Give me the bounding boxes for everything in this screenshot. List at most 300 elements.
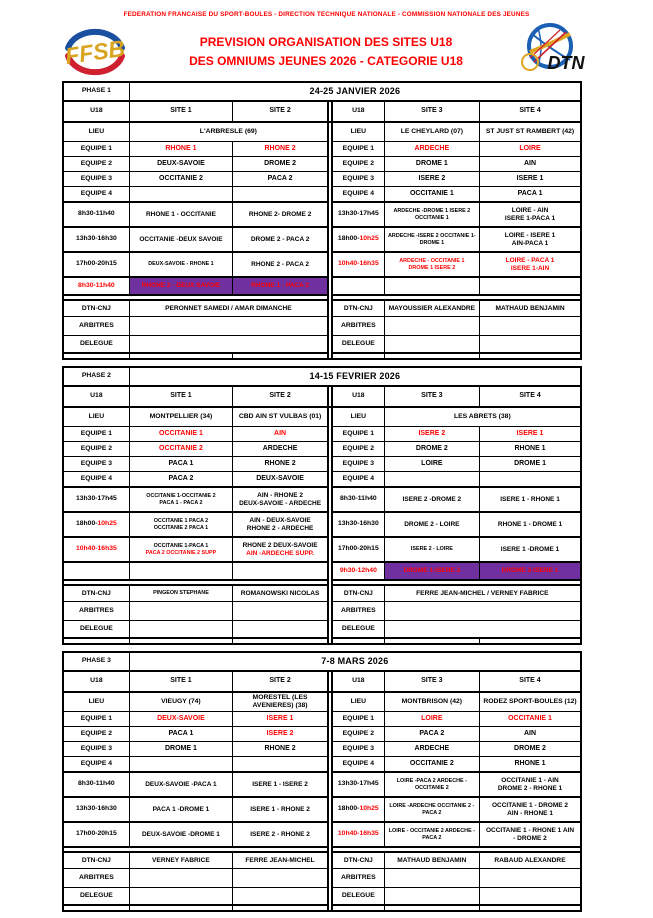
dtn-cnj-label: DTN-CNJ xyxy=(63,300,129,317)
match-text: AIN -ARDECHE SUPP. xyxy=(246,549,314,557)
match-cell xyxy=(480,252,581,277)
delegue-cell xyxy=(233,621,328,639)
equipe-label: EQUIPE 1 xyxy=(332,712,384,727)
time-text: 13h30-17h45 xyxy=(75,495,117,503)
match-text: OCCITANIE 1 - RHONE 1 AIN xyxy=(485,826,575,834)
time-cell xyxy=(332,202,384,227)
match-text: ISERE 1 - ISERE 2 xyxy=(252,780,308,788)
equipe-cell: ISERE 1 xyxy=(233,712,328,727)
equipe-cell: RHONE 1 xyxy=(480,757,581,773)
match-text: DROME 2-ISERE 1 xyxy=(501,567,559,575)
bottom-strip xyxy=(129,353,232,359)
equipe-cell xyxy=(233,187,328,203)
time-cell xyxy=(332,797,384,822)
time-text: 10h25 xyxy=(359,805,379,813)
match-text: DEUX-SAVOIE -DROME 1 xyxy=(141,830,220,838)
bottom-strip xyxy=(129,638,232,644)
dtn-cnj-cell: RABAUD ALEXANDRE xyxy=(480,852,581,869)
equipe-label: EQUIPE 2 xyxy=(332,157,384,172)
match-text: OCCITANIE 2 PACA 1 xyxy=(153,524,209,531)
bottom-strip xyxy=(480,638,581,644)
match-text: ISERE 1-AIN xyxy=(510,264,550,272)
match-text: PACA 2 OCCITANIE 2 SUPP xyxy=(145,549,217,556)
bottom-strip xyxy=(384,353,479,359)
lieu-label: LIEU xyxy=(63,692,129,712)
match-cell xyxy=(233,277,328,295)
dtn-logo-graphic xyxy=(508,20,600,78)
match-text: PACA 2 xyxy=(422,809,442,816)
time-text: 17h00-20h15 xyxy=(75,830,117,838)
match-text: LOIRE - OCCITANIE 2 ARDECHE - xyxy=(388,828,475,835)
equipe-label: EQUIPE 3 xyxy=(332,742,384,757)
equipe-cell: RHONE 1 xyxy=(480,442,581,457)
match-cell xyxy=(480,822,581,847)
match-cell xyxy=(384,537,479,562)
time-text: 10h40-16h35 xyxy=(337,830,379,838)
site-header: SITE 1 xyxy=(129,671,232,692)
match-text: PACA 2 xyxy=(422,834,442,841)
match-cell xyxy=(384,277,479,295)
equipe-cell xyxy=(129,757,232,773)
site-header: SITE 2 xyxy=(233,101,328,122)
match-cell xyxy=(129,252,232,277)
match-cell xyxy=(480,227,581,252)
category-label: U18 xyxy=(63,671,129,692)
delegue-cell xyxy=(384,621,581,639)
match-cell xyxy=(480,202,581,227)
equipe-cell: ARDECHE xyxy=(233,442,328,457)
match-text: LOIRE - AIN xyxy=(511,206,549,214)
bottom-strip xyxy=(480,905,581,911)
equipe-cell: ISERE 2 xyxy=(384,172,479,187)
time-text: 9h30-12h40 xyxy=(339,566,377,574)
match-cell xyxy=(384,772,479,797)
bottom-strip xyxy=(233,353,328,359)
match-text: DEUX-SAVOIE - RHONE 1 xyxy=(148,261,214,268)
equipe-cell: AIN xyxy=(480,727,581,742)
bottom-strip xyxy=(63,353,129,359)
bottom-strip xyxy=(480,353,581,359)
arbitres-cell xyxy=(233,602,328,621)
time-cell xyxy=(63,202,129,227)
time-text: 10h40-16h35 xyxy=(75,545,117,553)
delegue-cell xyxy=(233,888,328,906)
dtn-cnj-label: DTN-CNJ xyxy=(332,300,384,317)
bottom-strip xyxy=(384,905,479,911)
category-label: U18 xyxy=(332,671,384,692)
equipe-label: EQUIPE 4 xyxy=(63,187,129,203)
equipe-cell: DROME 2 xyxy=(233,157,328,172)
equipe-cell xyxy=(480,472,581,488)
match-text: ISERE 1 - RHONE 2 xyxy=(250,805,310,813)
equipe-cell: DROME 1 xyxy=(480,457,581,472)
lieu-cell: CBD AIN ST VULBAS (01) xyxy=(233,407,328,427)
equipe-cell: DROME 1 xyxy=(129,742,232,757)
time-cell xyxy=(63,797,129,822)
match-text: DROME 2 - LOIRE xyxy=(404,520,460,528)
delegue-label: DELEGUE xyxy=(63,336,129,354)
arbitres-label: ARBITRES xyxy=(63,317,129,336)
time-text: 13h30-17h45 xyxy=(337,780,379,788)
match-text: LOIRE - ISERE 1 xyxy=(504,231,556,239)
time-text: 13h30-17h45 xyxy=(337,210,379,218)
equipe-label: EQUIPE 4 xyxy=(332,187,384,203)
arbitres-label: ARBITRES xyxy=(63,602,129,621)
match-text: RHONE 1 - PACA 2 xyxy=(251,282,309,290)
match-text: AIN - DEUX-SAVOIE xyxy=(249,516,311,524)
arbitres-cell xyxy=(384,317,479,336)
time-text: 8h30-11h40 xyxy=(78,281,115,289)
time-cell xyxy=(63,512,129,537)
time-text: 13h30-16h30 xyxy=(337,520,379,528)
equipe-cell: PACA 1 xyxy=(129,727,232,742)
federation-banner: FEDERATION FRANCAISE DU SPORT-BOULES - DIRECTION TECHNIQUE NATIONALE - COMMISSION NATIONALE DES JEUNES xyxy=(123,11,530,18)
dtn-cnj-cell: ROMANOWSKI NICOLAS xyxy=(233,585,328,602)
match-text: OCCITANIE 1 PACA 2 xyxy=(153,518,209,525)
time-text: 8h30-11h40 xyxy=(78,780,115,788)
match-cell xyxy=(233,512,328,537)
site-header: SITE 3 xyxy=(384,101,479,122)
lieu-cell: ST JUST ST RAMBERT (42) xyxy=(480,122,581,142)
match-cell xyxy=(129,227,232,252)
match-cell xyxy=(129,277,232,295)
match-text: PACA 1 -DROME 1 xyxy=(152,805,210,813)
equipe-cell: RHONE 1 xyxy=(129,142,232,157)
time-text: 17h00-20h15 xyxy=(75,260,117,268)
site-header: SITE 1 xyxy=(129,101,232,122)
equipe-cell: LOIRE xyxy=(384,712,479,727)
match-text: - DROME 2 xyxy=(513,834,547,842)
equipe-cell xyxy=(233,757,328,773)
match-text: OCCITANIE 1 - AIN xyxy=(501,776,559,784)
ffsb-logo-graphic xyxy=(62,25,128,79)
match-cell xyxy=(233,537,328,562)
arbitres-cell xyxy=(480,869,581,888)
match-text: OCCITANIE 1-PACA 1 xyxy=(153,543,209,550)
match-cell xyxy=(480,797,581,822)
delegue-cell xyxy=(480,336,581,354)
time-cell xyxy=(63,537,129,562)
site-header: SITE 4 xyxy=(480,386,581,407)
time-cell xyxy=(63,487,129,512)
match-text: DROME 1 ISERE 2 xyxy=(408,264,456,271)
equipe-cell: LOIRE xyxy=(480,142,581,157)
phase-table-1 xyxy=(62,81,582,360)
time-cell xyxy=(63,822,129,847)
equipe-cell: ISERE 2 xyxy=(233,727,328,742)
equipe-label: EQUIPE 1 xyxy=(332,427,384,442)
equipe-cell: ISERE 2 xyxy=(384,427,479,442)
match-text: RHONE 2 - ARDECHE xyxy=(246,524,314,532)
equipe-cell: ARDECHE xyxy=(384,742,479,757)
match-cell xyxy=(384,797,479,822)
match-text: RHONE 2 - DEUX SAVOIE xyxy=(141,282,221,290)
lieu-label: LIEU xyxy=(332,122,384,142)
match-text: OCCITANIE 1 xyxy=(414,214,449,221)
match-text: OCCITANIE 2 xyxy=(414,784,449,791)
equipe-cell: DROME 2 xyxy=(480,742,581,757)
match-cell xyxy=(384,822,479,847)
match-text: ISERE 2 - LOIRE xyxy=(410,546,453,553)
match-text: OCCITANIE 1-OCCITANIE 2 xyxy=(146,493,216,500)
ffsb-logo xyxy=(62,25,128,84)
time-text: 18h00- xyxy=(337,805,360,813)
match-text: ISERE 1 -DROME 1 xyxy=(500,545,560,553)
equipe-cell: PACA 2 xyxy=(233,172,328,187)
phase-date: 14-15 FEVRIER 2026 xyxy=(129,367,581,386)
match-text: AIN - RHONE 1 xyxy=(507,809,553,817)
match-text: RHONE 2- DROME 2 xyxy=(248,210,312,218)
phase-date: 7-8 MARS 2026 xyxy=(129,652,581,671)
time-cell xyxy=(332,227,384,252)
time-cell xyxy=(332,277,384,295)
equipe-cell: OCCITANIE 1 xyxy=(384,187,479,203)
time-cell xyxy=(63,252,129,277)
category-label: U18 xyxy=(332,386,384,407)
phase-table-2 xyxy=(62,366,582,645)
match-text: DROME 2 - PACA 2 xyxy=(250,235,310,243)
equipe-label: EQUIPE 1 xyxy=(63,142,129,157)
match-text: ISERE 1 - RHONE 1 xyxy=(500,495,560,503)
equipe-cell: OCCITANIE 2 xyxy=(129,172,232,187)
arbitres-cell xyxy=(480,317,581,336)
match-text: ISERE 2 -DROME 2 xyxy=(402,495,462,503)
phase-name: PHASE 2 xyxy=(63,367,129,386)
match-text: OCCITANIE -DEUX SAVOIE xyxy=(139,235,223,243)
equipe-cell: PACA 1 xyxy=(480,187,581,203)
dtn-cnj-label: DTN-CNJ xyxy=(63,852,129,869)
page-header xyxy=(0,0,653,81)
match-cell xyxy=(233,487,328,512)
match-text: RHONE 2 - PACA 2 xyxy=(251,260,309,268)
match-cell xyxy=(384,202,479,227)
match-text: DROME 1 xyxy=(419,239,445,246)
lieu-cell: L'ARBRESLE (69) xyxy=(129,122,328,142)
equipe-cell: ISERE 1 xyxy=(480,427,581,442)
match-cell xyxy=(384,487,479,512)
category-label: U18 xyxy=(332,101,384,122)
match-cell xyxy=(233,252,328,277)
document-title xyxy=(142,33,510,71)
phase-name: PHASE 1 xyxy=(63,82,129,101)
equipe-label: EQUIPE 2 xyxy=(332,442,384,457)
delegue-cell xyxy=(480,888,581,906)
match-cell xyxy=(129,512,232,537)
match-cell xyxy=(129,772,232,797)
delegue-label: DELEGUE xyxy=(332,621,384,639)
delegue-cell xyxy=(384,888,479,906)
bottom-strip xyxy=(63,905,129,911)
match-cell xyxy=(233,202,328,227)
time-text: 8h30-11h40 xyxy=(340,495,377,503)
arbitres-cell xyxy=(129,869,232,888)
title-line-1: PREVISION ORGANISATION DES SITES U18 xyxy=(199,35,453,49)
equipe-cell: DEUX-SAVOIE xyxy=(129,712,232,727)
time-cell xyxy=(63,772,129,797)
equipe-cell: LOIRE xyxy=(384,457,479,472)
equipe-cell: DEUX-SAVOIE xyxy=(233,472,328,488)
lieu-cell: RODEZ SPORT-BOULES (12) xyxy=(480,692,581,712)
equipe-label: EQUIPE 2 xyxy=(63,442,129,457)
lieu-cell: MORESTEL (LES AVENIERES) (38) xyxy=(233,692,328,712)
time-cell xyxy=(332,487,384,512)
equipe-label: EQUIPE 1 xyxy=(63,712,129,727)
arbitres-cell xyxy=(129,602,232,621)
time-cell xyxy=(332,512,384,537)
equipe-cell xyxy=(384,472,479,488)
phase-date: 24-25 JANVIER 2026 xyxy=(129,82,581,101)
equipe-cell: RHONE 2 xyxy=(233,742,328,757)
arbitres-cell xyxy=(384,602,581,621)
bottom-strip xyxy=(129,905,232,911)
site-header: SITE 4 xyxy=(480,101,581,122)
match-text: ARDECHE -ISERE 2 OCCITANIE 1- xyxy=(388,233,476,240)
site-header: SITE 2 xyxy=(233,671,328,692)
delegue-cell xyxy=(129,888,232,906)
equipe-cell: PACA 1 xyxy=(129,457,232,472)
arbitres-label: ARBITRES xyxy=(332,869,384,888)
site-header: SITE 1 xyxy=(129,386,232,407)
equipe-cell: OCCITANIE 2 xyxy=(384,757,479,773)
equipe-cell: DROME 2 xyxy=(384,442,479,457)
match-cell xyxy=(129,822,232,847)
equipe-label: EQUIPE 4 xyxy=(332,757,384,773)
match-cell xyxy=(129,487,232,512)
dtn-cnj-label: DTN-CNJ xyxy=(332,852,384,869)
match-text: DROME 2 - RHONE 1 xyxy=(497,784,563,792)
equipe-cell: DROME 1 xyxy=(384,157,479,172)
match-cell xyxy=(480,772,581,797)
dtn-cnj-cell: MAYOUSSIER ALEXANDRE xyxy=(384,300,479,317)
arbitres-cell xyxy=(233,869,328,888)
site-header: SITE 3 xyxy=(384,671,479,692)
match-cell xyxy=(480,537,581,562)
phase-tables-container xyxy=(62,81,582,918)
match-cell xyxy=(129,202,232,227)
match-cell xyxy=(480,562,581,580)
equipe-label: EQUIPE 3 xyxy=(63,457,129,472)
dtn-logo-text: DTN xyxy=(547,53,585,73)
match-cell xyxy=(233,562,328,580)
equipe-label: EQUIPE 2 xyxy=(332,727,384,742)
match-text: RHONE 2 DEUX-SAVOIE xyxy=(242,541,318,549)
site-header: SITE 4 xyxy=(480,671,581,692)
equipe-cell: AIN xyxy=(480,157,581,172)
match-text: ARDECHE -DROME 1 ISERE 2 xyxy=(393,208,471,215)
time-cell xyxy=(332,772,384,797)
match-cell xyxy=(384,512,479,537)
arbitres-label: ARBITRES xyxy=(63,869,129,888)
time-text: 18h00- xyxy=(337,235,360,243)
lieu-cell: LE CHEYLARD (07) xyxy=(384,122,479,142)
equipe-cell: DEUX-SAVOIE xyxy=(129,157,232,172)
lieu-label: LIEU xyxy=(332,407,384,427)
dtn-cnj-cell: MATHAUD BENJAMIN xyxy=(384,852,479,869)
match-cell xyxy=(233,227,328,252)
arbitres-cell xyxy=(129,317,328,336)
match-text: ISERE 2 - RHONE 2 xyxy=(250,830,310,838)
match-text: LOIRE -ARDECHE OCCITANIE 2 - xyxy=(389,803,475,810)
delegue-cell xyxy=(129,336,328,354)
equipe-label: EQUIPE 3 xyxy=(332,172,384,187)
time-cell xyxy=(332,537,384,562)
equipe-cell: OCCITANIE 2 xyxy=(129,442,232,457)
equipe-label: EQUIPE 2 xyxy=(63,157,129,172)
time-text: 10h25 xyxy=(359,235,379,243)
time-text: 8h30-11h40 xyxy=(78,210,115,218)
equipe-cell xyxy=(129,187,232,203)
match-cell xyxy=(129,537,232,562)
lieu-label: LIEU xyxy=(332,692,384,712)
match-text: AIN-PACA 1 xyxy=(511,239,549,247)
match-cell xyxy=(129,797,232,822)
arbitres-label: ARBITRES xyxy=(332,317,384,336)
dtn-cnj-label: DTN-CNJ xyxy=(332,585,384,602)
equipe-cell: OCCITANIE 1 xyxy=(129,427,232,442)
time-cell xyxy=(63,227,129,252)
title-line-2: DES OMNIUMS JEUNES 2026 - CATEGORIE U18 xyxy=(189,54,463,69)
category-label: U18 xyxy=(63,386,129,407)
lieu-label: LIEU xyxy=(63,407,129,427)
match-cell xyxy=(233,772,328,797)
phase-table-3 xyxy=(62,651,582,912)
match-cell xyxy=(480,487,581,512)
equipe-cell: PACA 2 xyxy=(384,727,479,742)
time-text: 10h25 xyxy=(97,520,117,528)
equipe-label: EQUIPE 3 xyxy=(63,742,129,757)
bottom-strip xyxy=(332,353,384,359)
lieu-cell: MONTBRISON (42) xyxy=(384,692,479,712)
category-label: U18 xyxy=(63,101,129,122)
match-cell xyxy=(480,277,581,295)
dtn-cnj-cell: PINGEON STEPHANE xyxy=(129,585,232,602)
time-text: 13h30-16h30 xyxy=(75,235,117,243)
lieu-cell: VIEUGY (74) xyxy=(129,692,232,712)
equipe-cell: RHONE 2 xyxy=(233,142,328,157)
match-text: RHONE 1 - OCCITANIE xyxy=(145,210,216,218)
dtn-cnj-cell: FERRE JEAN-MICHEL / VERNEY FABRICE xyxy=(384,585,581,602)
time-cell xyxy=(63,277,129,295)
bottom-strip xyxy=(332,638,384,644)
match-cell xyxy=(233,822,328,847)
time-cell xyxy=(332,252,384,277)
time-text: 18h00- xyxy=(75,520,98,528)
match-cell xyxy=(384,227,479,252)
equipe-label: EQUIPE 1 xyxy=(332,142,384,157)
dtn-cnj-cell: MATHAUD BENJAMIN xyxy=(480,300,581,317)
lieu-label: LIEU xyxy=(63,122,129,142)
match-text: LOIRE -PACA 2 ARDECHE - xyxy=(396,778,467,785)
match-text: PACA 1 - PACA 2 xyxy=(159,499,203,506)
match-text: DEUX-SAVOIE -PACA 1 xyxy=(145,780,217,788)
delegue-label: DELEGUE xyxy=(332,888,384,906)
match-cell xyxy=(384,252,479,277)
equipe-label: EQUIPE 4 xyxy=(63,757,129,773)
bottom-strip xyxy=(63,638,129,644)
dtn-cnj-label: DTN-CNJ xyxy=(63,585,129,602)
site-header: SITE 3 xyxy=(384,386,479,407)
match-text: DROME 1-ISERE 2 xyxy=(403,567,461,575)
match-cell xyxy=(480,512,581,537)
equipe-label: EQUIPE 4 xyxy=(332,472,384,488)
equipe-label: EQUIPE 4 xyxy=(63,472,129,488)
lieu-cell: MONTPELLIER (34) xyxy=(129,407,232,427)
delegue-cell xyxy=(384,336,479,354)
match-text: AIN - RHONE 2 xyxy=(257,491,303,499)
bottom-strip xyxy=(233,638,328,644)
site-header: SITE 2 xyxy=(233,386,328,407)
match-cell xyxy=(129,562,232,580)
